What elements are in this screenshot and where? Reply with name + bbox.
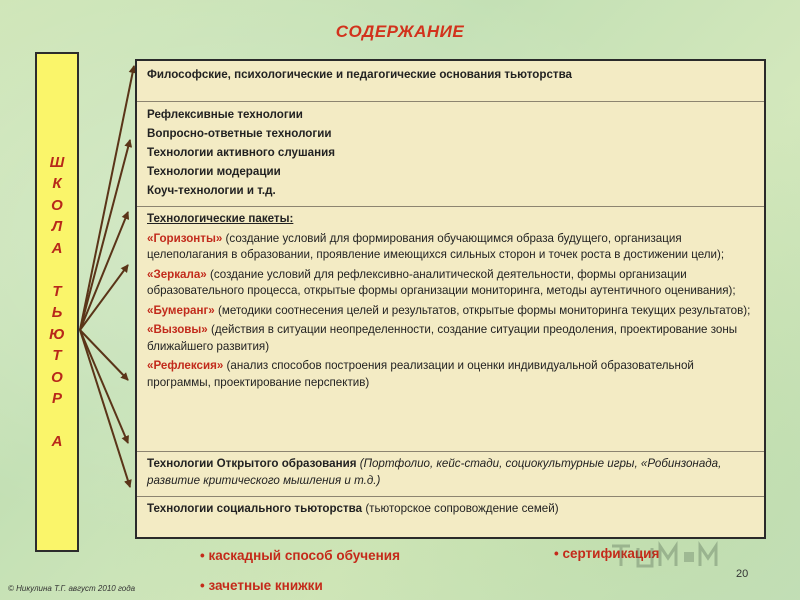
- package-name: «Рефлексия»: [147, 359, 224, 372]
- arrow-to-philosophy: [80, 66, 134, 330]
- school-letter: Т: [52, 347, 62, 364]
- section-social: [137, 496, 764, 537]
- package-desc: (действия в ситуации неопределенности, создание ситуации преодоления, проектирование зоны ближайшего развития): [147, 323, 738, 353]
- package-name: «Вызовы»: [147, 323, 208, 336]
- school-letter: О: [51, 196, 63, 214]
- school-letter: Ш: [49, 153, 65, 171]
- arrow-to-social: [80, 330, 130, 487]
- reflexive-item: Рефлексивные технологии: [147, 108, 303, 121]
- reflexive-item: Технологии активного слушания: [147, 146, 336, 159]
- bullet-gradebook: • зачетные книжки: [200, 578, 323, 593]
- section-open-education: [137, 451, 764, 496]
- school-letter: Т: [52, 282, 62, 300]
- section-packages: [137, 206, 764, 451]
- social-desc: (тьюторское сопровождение семей): [362, 502, 559, 515]
- arrow-to-reflexive: [80, 140, 130, 330]
- reflexive-item: Технологии модерации: [147, 165, 281, 178]
- package-item: [147, 358, 754, 391]
- arrow-to-open-education: [80, 330, 128, 443]
- watermark-logo: [608, 540, 768, 570]
- package-name: «Зеркала»: [147, 267, 207, 281]
- school-letter: К: [52, 175, 62, 192]
- package-item: [147, 231, 754, 264]
- footer-credit: © Никулина Т.Г. август 2010 года: [8, 584, 136, 593]
- school-letter: Ь: [51, 304, 63, 321]
- package-item: [147, 267, 754, 300]
- social-label: Технологии социального тьюторства: [147, 502, 363, 515]
- section-philosophy: [137, 61, 764, 101]
- arrow-to-packages: [80, 212, 128, 330]
- bullet-certification: • сертификация: [554, 546, 660, 561]
- section-reflexive: [137, 101, 764, 206]
- school-letter: А: [51, 433, 63, 450]
- package-name: «Горизонты»: [147, 231, 223, 245]
- page-title: СОДЕРЖАНИЕ: [335, 22, 465, 41]
- open-education-text: [147, 456, 754, 489]
- package-desc: (анализ способов построения реализации и оценки индивидуальной образовательной программы, проектирование перспектив): [147, 359, 694, 389]
- package-item: [147, 322, 754, 355]
- package-desc: (создание условий для рефлексивно-аналитической деятельности, формы организации образовательного процесса, открытые формы организации мониторинга, методы аутентичного оценивания);: [147, 267, 736, 297]
- package-name: «Бумеранг»: [147, 303, 215, 317]
- school-letter: О: [51, 368, 63, 386]
- packages-heading: Технологические пакеты:: [147, 212, 294, 225]
- school-letter: Ю: [49, 325, 65, 343]
- package-desc: (методики соотнесения целей и результатов, открытые формы мониторинга текущих результатов);: [214, 303, 751, 317]
- school-letter: Л: [51, 218, 63, 235]
- school-letter: Р: [51, 390, 62, 407]
- reflexive-item: Вопросно-ответные технологии: [147, 127, 332, 140]
- bullet-cascade: • каскадный способ обучения: [200, 548, 400, 563]
- content-table: [135, 59, 766, 539]
- open-education-label: Технологии Открытого образования: [147, 457, 357, 470]
- package-desc: (создание условий для формирования обучающимся образа будущего, организация целеполагания в образовании, проявление имеющихся сильных сторон и точек роста в достижении цели);: [147, 231, 725, 261]
- reflexive-item: Коуч-технологии и т.д.: [147, 184, 276, 197]
- page-number: 20: [736, 568, 749, 580]
- open-education-desc: (Портфолио, кейс-стади, социокультурные игры, «Робинзонада, развитие критического мышления и т.д.): [147, 457, 722, 487]
- school-letter: А: [51, 239, 63, 257]
- package-item: [147, 303, 754, 320]
- social-text: [147, 501, 754, 518]
- philosophy-text: Философские, психологические и педагогические основания тьюторства: [147, 68, 573, 81]
